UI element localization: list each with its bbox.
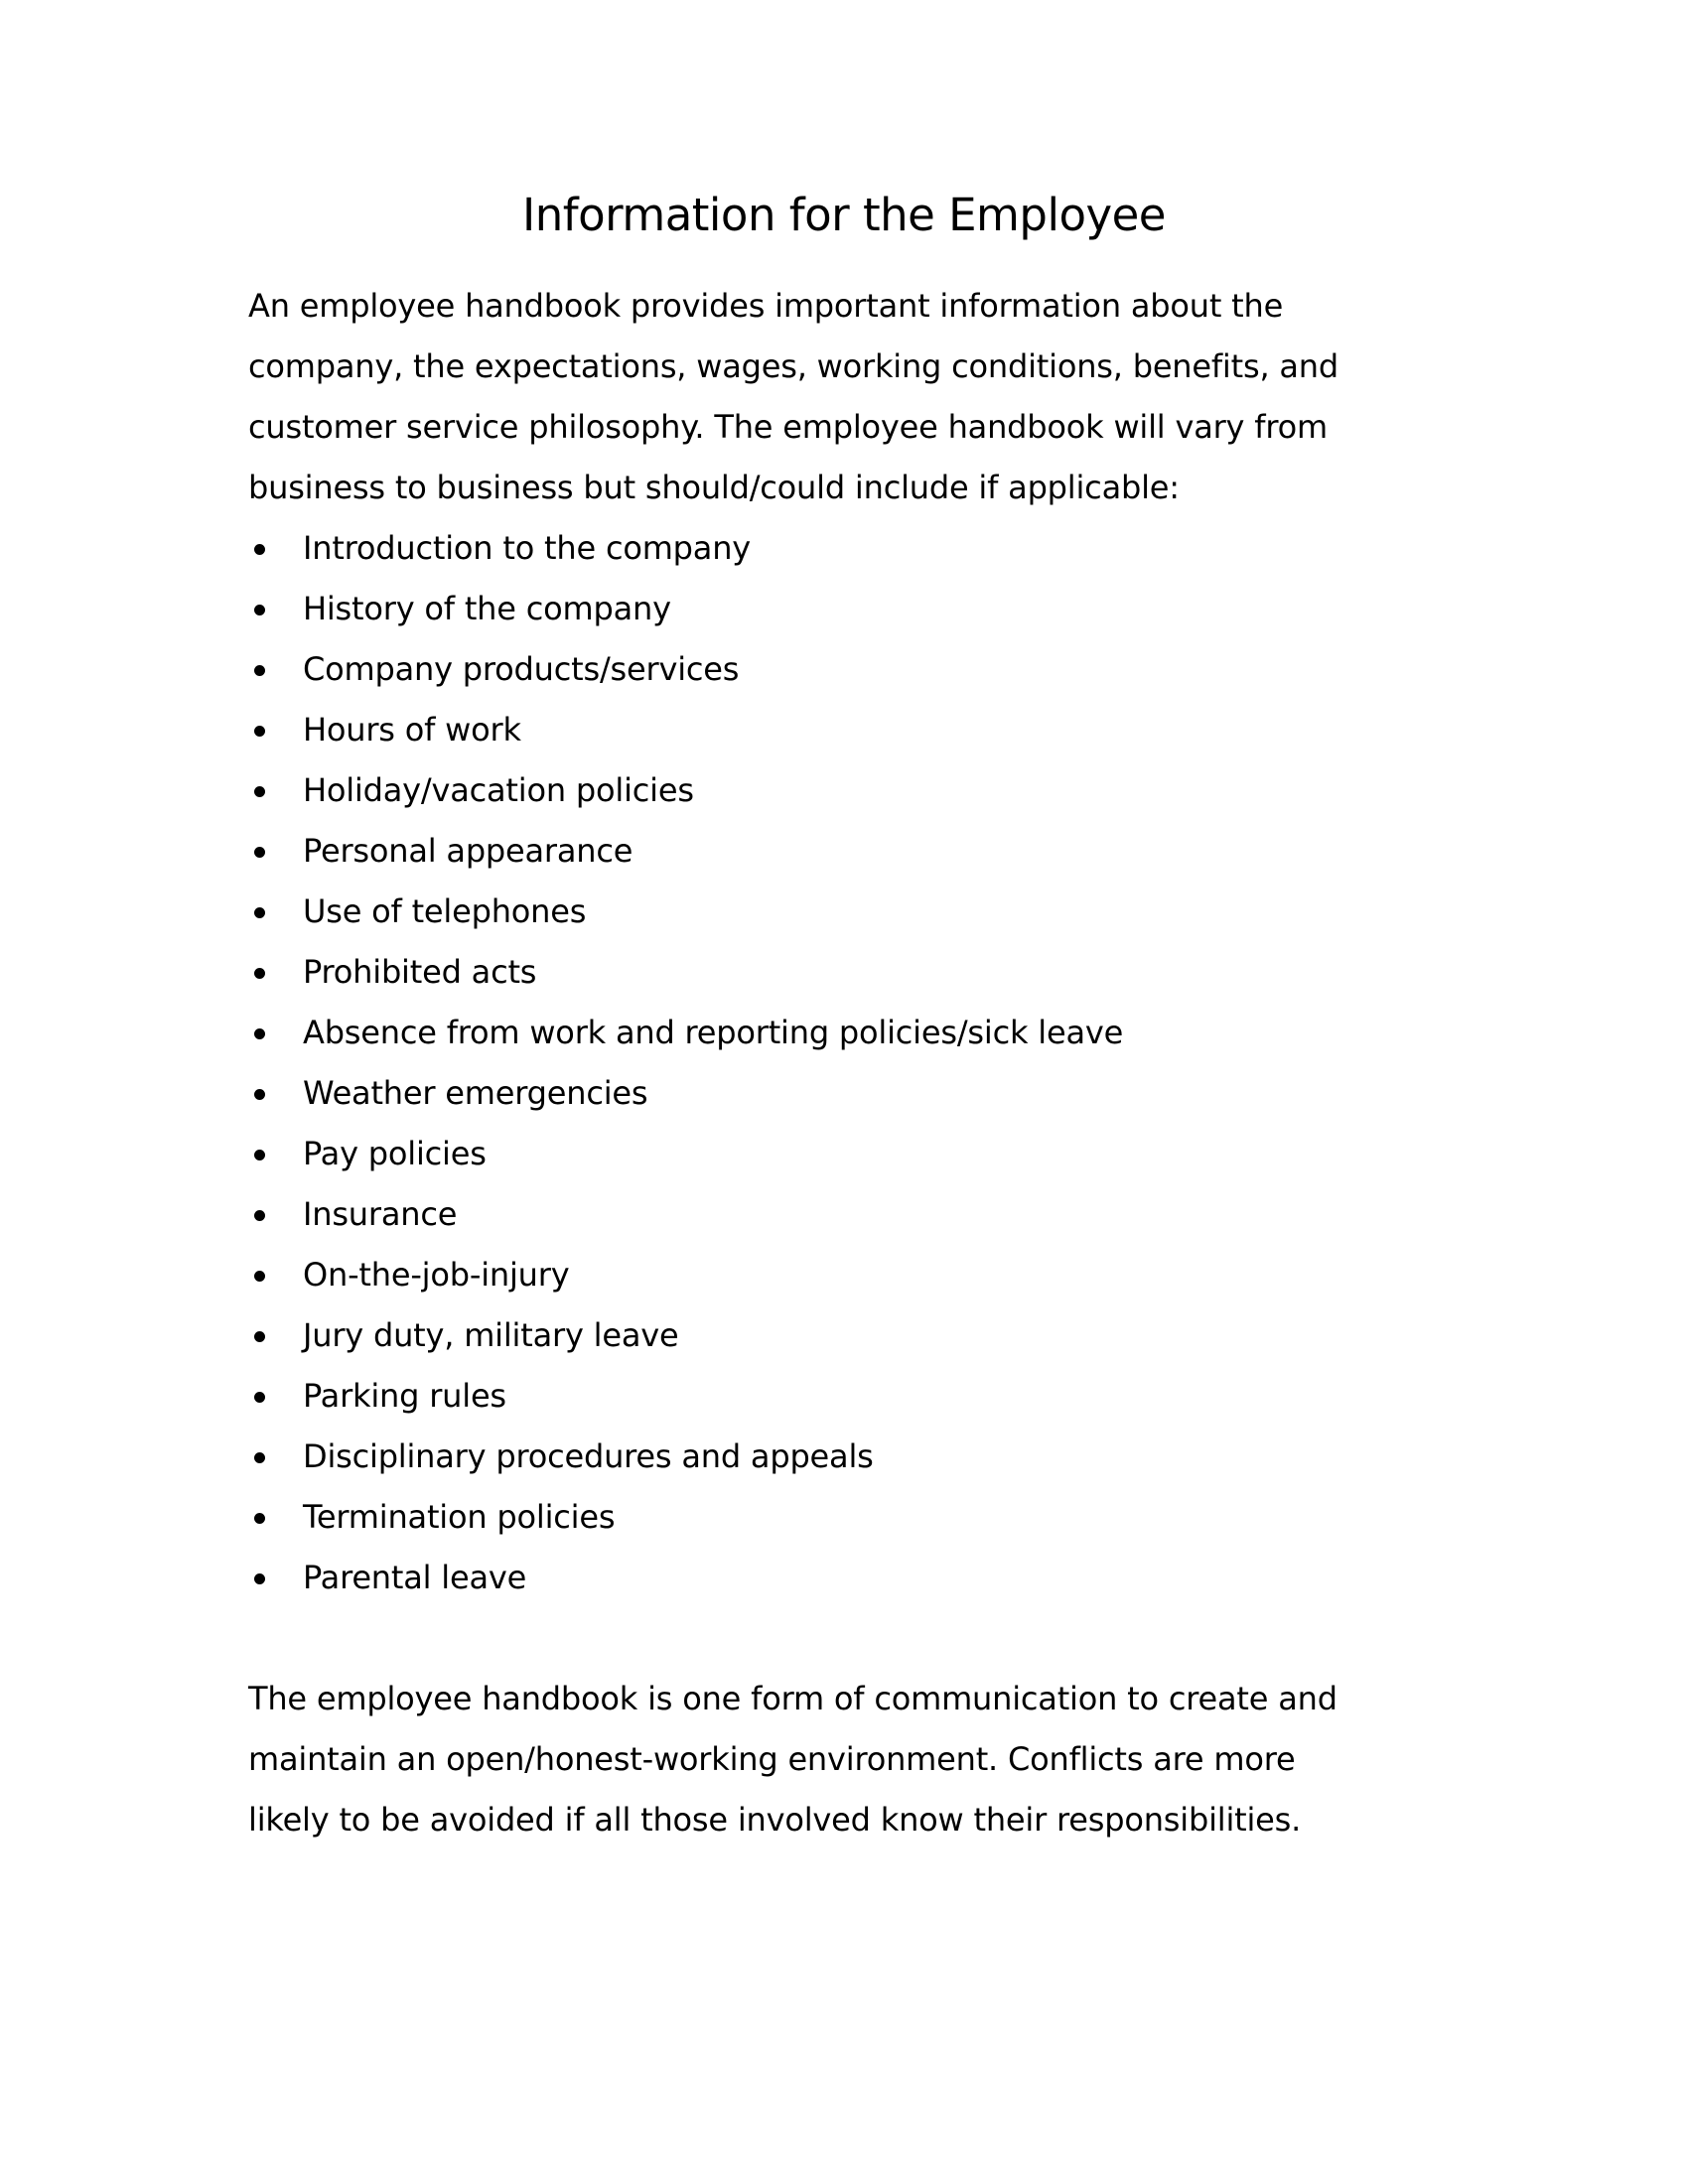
list-item (248, 882, 1123, 942)
list-item (248, 1427, 1123, 1487)
list-item-text: Jury duty, military leave (303, 1316, 679, 1354)
page-title: Information for the Employee (522, 189, 1166, 241)
list-item-text: Use of telephones (303, 892, 587, 930)
list-item-text: Pay policies (303, 1135, 487, 1172)
list-item (248, 1366, 1123, 1427)
list-item (248, 639, 1123, 700)
list-item (248, 1487, 1123, 1548)
list-item-text: Parking rules (303, 1377, 506, 1415)
bullet-icon (254, 1573, 265, 1584)
list-item (248, 700, 1123, 760)
paragraph-line: An employee handbook provides important information about the (248, 287, 1284, 325)
list-item-text: Introduction to the company (303, 529, 752, 567)
list-item (248, 821, 1123, 882)
list-item (248, 1548, 1123, 1608)
bullet-list (248, 518, 1123, 1608)
list-item (248, 1003, 1123, 1063)
list-item-text: Prohibited acts (303, 953, 537, 991)
bullet-icon (254, 1271, 265, 1282)
bullet-icon (254, 968, 265, 979)
list-item-text: Absence from work and reporting policies/sick leave (303, 1014, 1124, 1051)
closing-paragraph (248, 1669, 1337, 1850)
list-item (248, 1184, 1123, 1245)
list-item (248, 1124, 1123, 1184)
bullet-icon (254, 847, 265, 858)
list-item-text: Company products/services (303, 650, 740, 688)
list-item (248, 518, 1123, 579)
list-item-text: Disciplinary procedures and appeals (303, 1437, 874, 1475)
bullet-icon (254, 1331, 265, 1342)
list-item-text: Hours of work (303, 711, 521, 749)
bullet-icon (254, 605, 265, 615)
list-item-text: Insurance (303, 1195, 458, 1233)
list-item (248, 942, 1123, 1003)
list-item (248, 1245, 1123, 1305)
paragraph-line: customer service philosophy. The employee handbook will vary from (248, 408, 1328, 446)
paragraph-line: maintain an open/honest-working environment. Conflicts are more (248, 1740, 1296, 1778)
bullet-icon (254, 726, 265, 737)
list-item (248, 760, 1123, 821)
list-item-text: Termination policies (303, 1498, 616, 1536)
bullet-icon (254, 665, 265, 676)
list-item-text: Weather emergencies (303, 1074, 648, 1112)
list-item-text: Parental leave (303, 1559, 527, 1596)
list-item-text: On-the-job-injury (303, 1256, 570, 1294)
paragraph-line: The employee handbook is one form of communication to create and (248, 1680, 1337, 1717)
paragraph-line: business to business but should/could include if applicable: (248, 469, 1180, 506)
paragraph-line: company, the expectations, wages, working conditions, benefits, and (248, 347, 1338, 385)
list-item (248, 1305, 1123, 1366)
intro-paragraph (248, 276, 1338, 518)
paragraph-line: likely to be avoided if all those involved know their responsibilities. (248, 1801, 1302, 1839)
bullet-icon (254, 1089, 265, 1100)
bullet-icon (254, 1210, 265, 1221)
bullet-icon (254, 1513, 265, 1524)
bullet-icon (254, 544, 265, 555)
list-item-text: Holiday/vacation policies (303, 771, 694, 809)
bullet-icon (254, 1392, 265, 1403)
bullet-icon (254, 786, 265, 797)
bullet-icon (254, 1028, 265, 1039)
bullet-icon (254, 1452, 265, 1463)
list-item (248, 1063, 1123, 1124)
bullet-icon (254, 1150, 265, 1160)
list-item (248, 579, 1123, 639)
list-item-text: History of the company (303, 590, 671, 627)
bullet-icon (254, 907, 265, 918)
list-item-text: Personal appearance (303, 832, 633, 870)
